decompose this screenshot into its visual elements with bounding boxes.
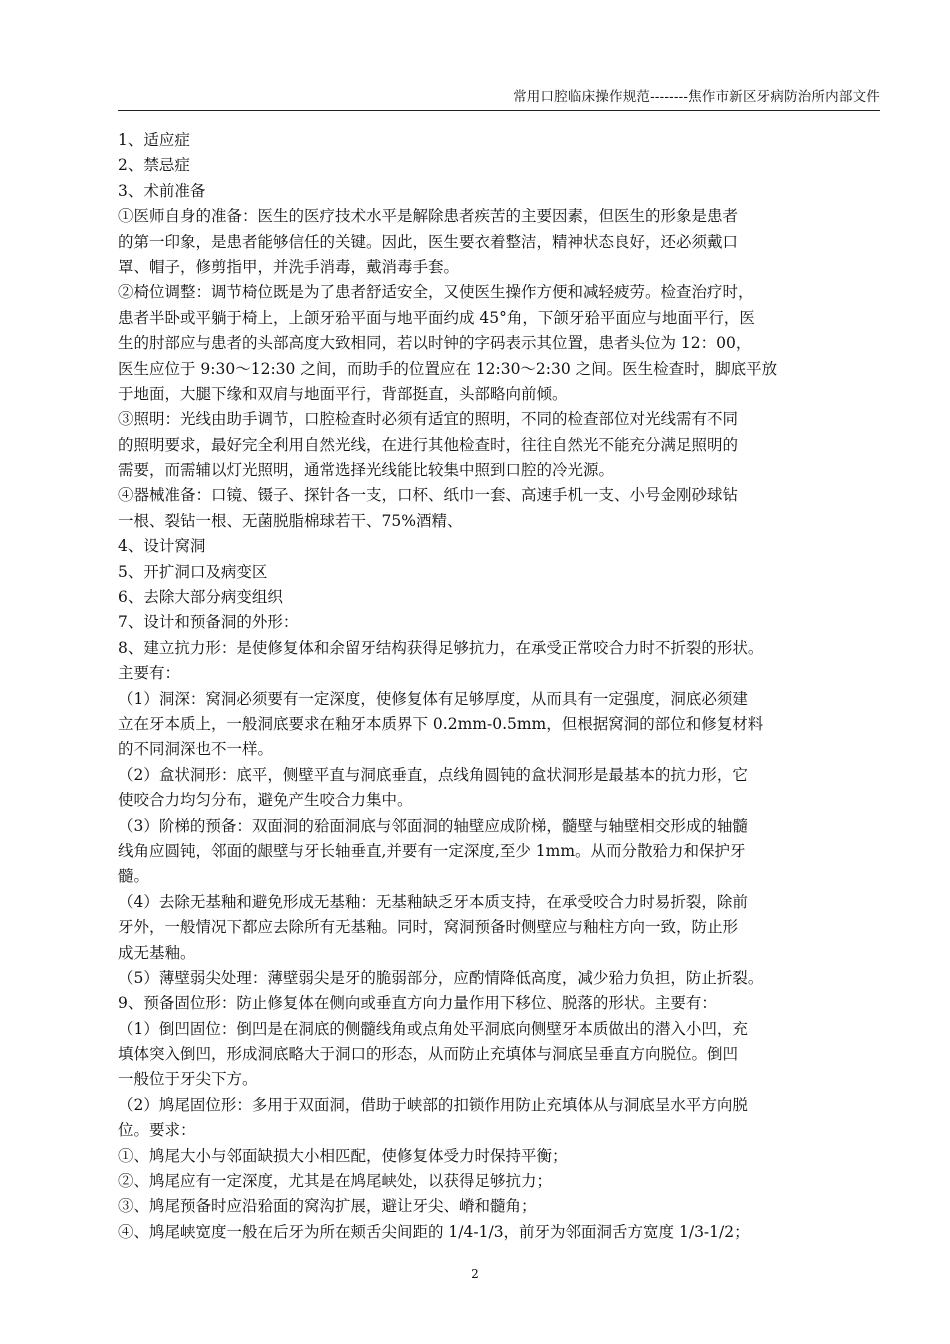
text-line: 牙外，一般情况下都应去除所有无基釉。同时，窝洞预备时侧壁应与釉柱方向一致，防止形: [118, 918, 739, 937]
text-line: 立在牙本质上，一般洞底要求在釉牙本质界下 0.2mm-0.5mm，但根据窝洞的部位和修复材料: [118, 714, 764, 733]
text-line: 的第一印象，是患者能够信任的关键。因此，医生要衣着整洁，精神状态良好，还必须戴口: [118, 232, 739, 251]
text-line: 罩、帽子，修剪指甲，并洗手消毒，戴消毒手套。: [118, 257, 460, 276]
text-line: 于地面，大腿下缘和双肩与地面平行，背部挺直，头部略向前倾。: [118, 384, 568, 403]
text-line: 4、设计窝洞: [118, 537, 206, 556]
text-line: 的不同洞深也不一样。: [118, 740, 274, 759]
text-line: ②、鸠尾应有一定深度，尤其是在鸠尾峡处，以获得足够抗力；: [118, 1172, 553, 1191]
text-line: ④、鸠尾峡宽度一般在后牙为所在颊舌尖间距的 1/4-1/3，前牙为邻面洞舌方宽度 1/3-1/2；: [118, 1222, 750, 1241]
text-line: 位。要求：: [118, 1121, 196, 1140]
text-line: 生的肘部应与患者的头部高度大致相同，若以时钟的字码表示其位置，患者头位为 12：00，: [118, 334, 752, 353]
text-line: （1）倒凹固位：倒凹是在洞底的侧髓线角或点角处平洞底向侧壁牙本质做出的潜入小凹，充: [118, 1019, 748, 1038]
text-line: （5）薄壁弱尖处理：薄壁弱尖是牙的脆弱部分，应酌情降低高度，减少𬌗力负担，防止折裂。: [118, 968, 764, 987]
body-text: [118, 128, 882, 1245]
text-line: 需要，而需辅以灯光照明，通常选择光线能比较集中照到口腔的冷光源。: [118, 461, 615, 480]
text-line: （3）阶梯的预备：双面洞的𬌗面洞底与邻面洞的轴壁应成阶梯，髓壁与轴壁相交形成的轴髓: [118, 816, 748, 835]
text-line: 髓。: [118, 867, 150, 886]
text-line: 一根、裂钻一根、无菌脱脂棉球若干、75%酒精、: [118, 511, 463, 530]
text-line: 患者半卧或平躺于椅上，上颌牙𬌗平面与地平面约成 45°角，下颌牙𬌗平面应与地面平行，医: [118, 308, 755, 327]
text-line: ③、鸠尾预备时应沿𬌗面的窝沟扩展，避让牙尖、嵴和髓角；: [118, 1197, 537, 1216]
text-line: 3、术前准备: [118, 181, 206, 200]
text-line: ④器械准备：口镜、镊子、探针各一支，口杯、纸巾一套、高速手机一支、小号金刚砂球钻: [118, 486, 739, 505]
text-line: ①、鸠尾大小与邻面缺损大小相匹配，使修复体受力时保持平衡；: [118, 1146, 568, 1165]
text-line: ①医师自身的准备：医生的医疗技术水平是解除患者疾苦的主要因素，但医生的形象是患者: [118, 207, 739, 226]
text-line: ③照明：光线由助手调节，口腔检查时必须有适宜的照明，不同的检查部位对光线需有不同: [118, 410, 739, 429]
text-line: 主要有：: [118, 664, 181, 683]
text-line: 1、适应症: [118, 131, 190, 149]
text-line: 一般位于牙尖下方。: [118, 1070, 258, 1089]
text-line: （1）洞深：窝洞必须要有一定深度，使修复体有足够厚度，从而具有一定强度，洞底必须建: [118, 689, 748, 708]
text-line: （2）鸠尾固位形：多用于双面洞，借助于峡部的扣锁作用防止充填体从与洞底呈水平方向脱: [118, 1095, 748, 1114]
text-line: 成无基釉。: [118, 943, 196, 962]
running-header: 常用口腔临床操作规范--------焦作市新区牙病防治所内部文件: [513, 89, 880, 105]
text-line: 9、预备固位形：防止修复体在侧向或垂直方向力量作用下移位、脱落的形状。主要有：: [118, 994, 717, 1013]
text-line: 8、建立抗力形：是使修复体和余留牙结构获得足够抗力，在承受正常咬合力时不折裂的形状。: [118, 638, 764, 657]
text-line: 6、去除大部分病变组织: [118, 588, 283, 607]
text-line: ②椅位调整：调节椅位既是为了患者舒适安全，又使医生操作方便和减轻疲劳。检查治疗时，: [118, 283, 754, 302]
text-line: 5、开扩洞口及病变区: [118, 562, 268, 581]
text-line: 填体突入倒凹，形成洞底略大于洞口的形态，从而防止充填体与洞底呈垂直方向脱位。倒凹: [118, 1045, 739, 1064]
text-line: 7、设计和预备洞的外形：: [118, 613, 299, 632]
page-number: 2: [471, 1267, 479, 1281]
header-rule: [118, 110, 880, 111]
text-line: 线角应圆钝，邻面的龈壁与牙长轴垂直,并要有一定深度,至少 1mm。从而分散𬌗力和保护牙: [118, 841, 746, 860]
text-line: 2、禁忌症: [118, 156, 190, 175]
text-line: （2）盒状洞形：底平，侧壁平直与洞底垂直，点线角圆钝的盒状洞形是最基本的抗力形，它: [118, 765, 748, 784]
text-line: 的照明要求，最好完全利用自然光线，在进行其他检查时，往往自然光不能充分满足照明的: [118, 435, 739, 454]
text-line: （4）去除无基釉和避免形成无基釉：无基釉缺乏牙本质支持，在承受咬合力时易折裂，除前: [118, 892, 748, 911]
text-line: 医生应位于 9:30～12:30 之间，而助手的位置应在 12:30～2:30 之间。医生检查时，脚底平放: [118, 359, 778, 378]
text-line: 使咬合力均匀分布，避免产生咬合力集中。: [118, 791, 413, 810]
